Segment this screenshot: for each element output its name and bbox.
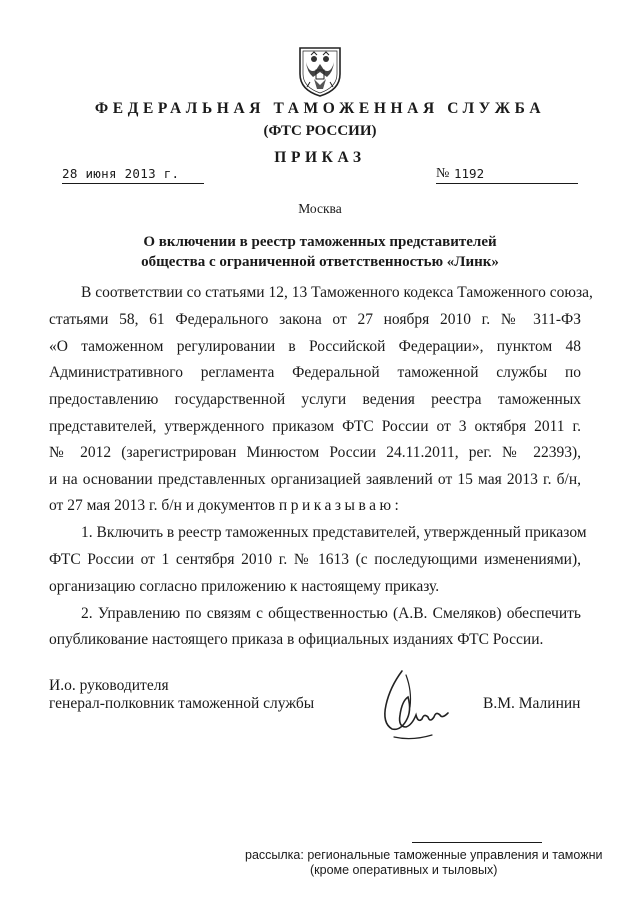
body-line <box>49 497 581 515</box>
order-item-1: 1. Включить в реестр таможенных представителей, утвержденный приказом <box>81 524 587 541</box>
body-line: Административного регламента Федеральной таможенной службы по <box>49 364 581 381</box>
agency-abbreviation: (ФТС РОССИИ) <box>263 123 377 139</box>
order-item-1-line: ФТС России от 1 сентября 2010 г. № 1613 (с последующими изменениями), <box>49 551 581 568</box>
distribution-list: рассылка: региональные таможенные управления и таможни <box>245 848 603 862</box>
order-title-line-2: общества с ограниченной ответственностью «Линк» <box>141 254 499 270</box>
order-title <box>60 232 580 272</box>
order-item-1-line: организацию согласно приложению к настоящему приказу. <box>49 578 440 595</box>
body-line: В соответствии со статьями 12, 13 Таможенного кодекса Таможенного союза, <box>81 284 593 301</box>
body-line: «О таможенном регулировании в Российской Федерации», пунктом 48 <box>49 338 581 355</box>
distribution-divider <box>412 842 542 843</box>
order-number: 1192 <box>454 166 485 181</box>
distribution-note: (кроме оперативных и тыловых) <box>310 863 498 877</box>
order-date-field <box>62 166 204 184</box>
handwritten-signature-icon <box>372 667 454 745</box>
order-item-2: 2. Управлению по связям с общественностью (А.В. Смеляков) обеспечить <box>81 605 581 622</box>
body-line: представителей, утвержденного приказом ФТС России от 3 октября 2011 г. <box>49 418 581 435</box>
body-line: № 2012 (зарегистрирован Минюстом России 24.11.2011, рег. № 22393), <box>49 444 581 461</box>
body-line: и на основании представленных организацией заявлений от 15 мая 2013 г. б/н, <box>49 471 581 488</box>
order-number-field <box>436 166 578 184</box>
body-line: предоставлению государственной услуги ведения реестра таможенных <box>49 391 581 408</box>
signatory-rank: генерал-полковник таможенной службы <box>49 695 315 712</box>
order-date: 28 июня 2013 г. <box>62 166 180 181</box>
order-item-2-line: опубликование настоящего приказа в официальных изданиях ФТС России. <box>49 631 544 648</box>
order-verb: приказываю: <box>278 497 403 514</box>
body-line: статьями 58, 61 Федерального закона от 27 ноября 2010 г. № 311-ФЗ <box>49 311 581 328</box>
city: Москва <box>298 201 342 216</box>
body-line-text: от 27 мая 2013 г. б/н и документов <box>49 497 276 514</box>
number-sign: № <box>436 166 450 181</box>
signatory-name: В.М. Малинин <box>483 695 581 712</box>
agency-name: ФЕДЕРАЛЬНАЯ ТАМОЖЕННАЯ СЛУЖБА <box>94 100 546 117</box>
order-title-line-1: О включении в реестр таможенных представителей <box>143 234 497 250</box>
coat-of-arms-icon <box>297 44 343 98</box>
document-type: ПРИКАЗ <box>274 149 366 166</box>
signatory-position: И.о. руководителя <box>49 677 169 694</box>
